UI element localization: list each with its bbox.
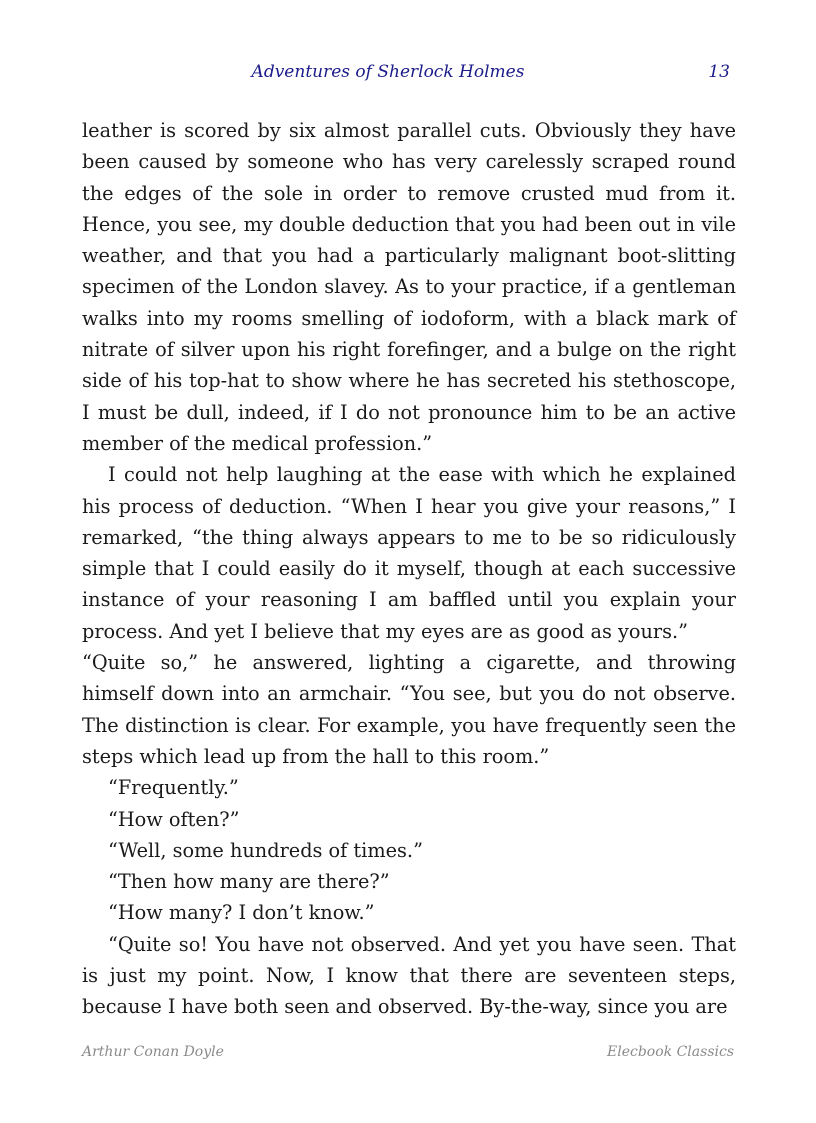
running-header	[82, 62, 734, 88]
body-text	[82, 115, 736, 1023]
dialogue-line: “How often?”	[108, 807, 240, 831]
footer-author: Arthur Conan Doyle	[82, 1044, 224, 1060]
page-number: 13	[708, 62, 730, 82]
dialogue-line: “How many? I don’t know.”	[108, 901, 375, 925]
paragraph: I could not help laughing at the ease with which he explained his process of deduction. “When I hear you give your reasons,” I remarked, “the thing always appears to me to be so ridiculously simple that I could easily do it myself, though at each successive instance of your reasoning I am baffled until you explain your process. And yet I believe that my eyes are as good as yours.”	[82, 463, 736, 643]
paragraph: “Quite so,” he answered, lighting a cigarette, and throwing himself down into an armchair. “You see, but you do not observe. The distinction is clear. For example, you have frequently seen the steps which lead up from the hall to this room.”	[82, 651, 736, 768]
paragraph: “Quite so! You have not observed. And yet you have seen. That is just my point. Now, I know that there are seventeen steps, because I have both seen and observed. By-the-way, since you are	[82, 932, 736, 1019]
dialogue-line: “Then how many are there?”	[108, 870, 390, 894]
footer-publisher: Elecbook Classics	[607, 1044, 734, 1060]
dialogue-line: “Frequently.”	[108, 776, 239, 800]
paragraph-continued: leather is scored by six almost parallel cuts. Obviously they have been caused by someone who has very carelessly scraped round the edges of the sole in order to remove crusted mud from it. Hence, you see, my double deduction that you had been out in vile weather, and that you had a particularly malignant boot-slitting specimen of the London slavey. As to your practice, if a gentleman walks into my rooms smelling of iodoform, with a black mark of nitrate of silver upon his right forefinger, and a bulge on the right side of his top-hat to show where he has secreted his stethoscope, I must be dull, indeed, if I do not pronounce him to be an active member of the medical profession.”	[82, 119, 736, 455]
book-title: Adventures of Sherlock Holmes	[251, 62, 525, 82]
dialogue-line: “Well, some hundreds of times.”	[108, 838, 423, 862]
page-footer	[82, 1044, 734, 1066]
